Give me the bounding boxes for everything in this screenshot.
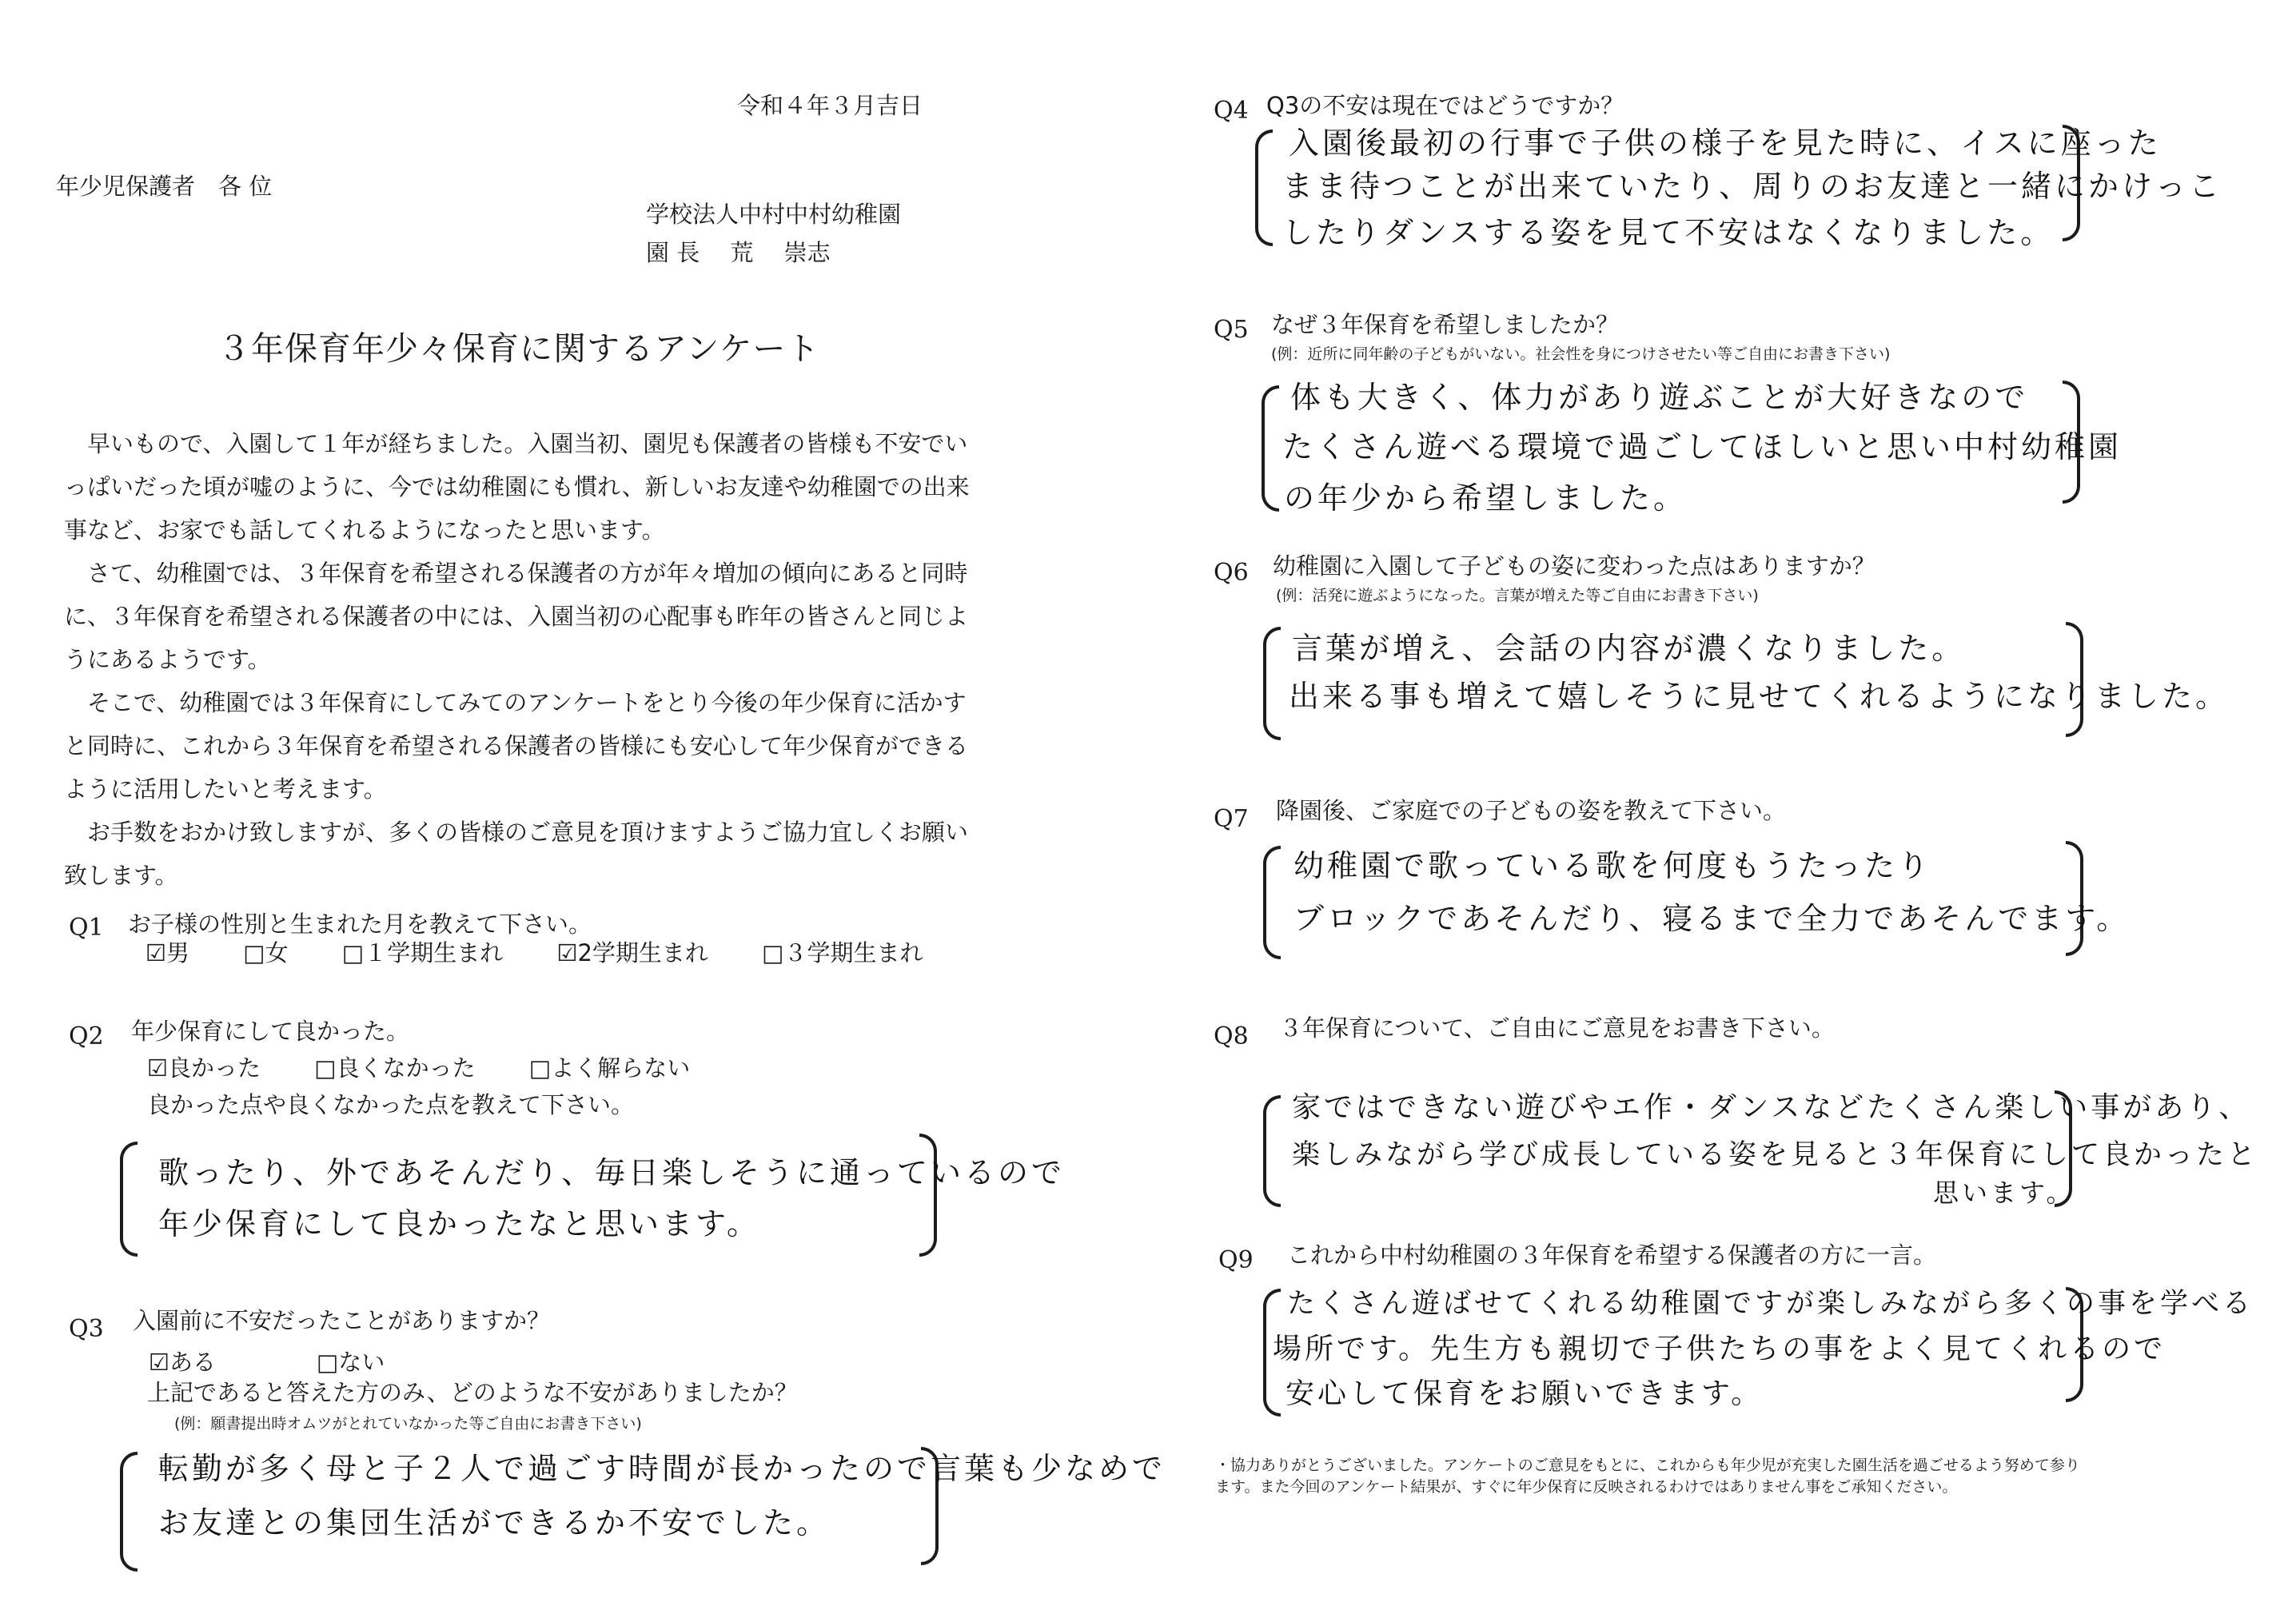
- recipient: 年少児保護者 各 位: [56, 173, 273, 200]
- q2-answer-line: 歌ったり、外であそんだり、毎日楽しそうに通っているので: [158, 1155, 1066, 1190]
- q7-answer-bracket-right: [2066, 841, 2083, 956]
- q3-followup: 上記であると答えた方のみ、どのような不安がありましたか？: [147, 1379, 798, 1406]
- q6-answer-line: 出来る事も増えて嬉しそうに見せてくれるようになりました。: [1289, 679, 2230, 714]
- q7-answer-line: ブロックであそんだり、寝るまで全力であそんでます。: [1293, 901, 2131, 936]
- q6-question: 幼稚園に入園して子どもの姿に変わった点はありますか？: [1273, 552, 1875, 580]
- q8-answer-bracket-left: [1263, 1095, 1281, 1207]
- q3-answer-line: お友達との集団生活ができるか不安でした。: [158, 1505, 831, 1540]
- q7-question: 降園後、ご家庭での子どもの姿を教えて下さい。: [1276, 797, 1787, 824]
- sender-organization: 学校法人中村中村幼稚園: [646, 201, 902, 228]
- q5-answer-line: の年少から希望しました。: [1284, 480, 1688, 516]
- q2-options: [147, 1054, 736, 1082]
- q3-number: Q3: [69, 1315, 104, 1343]
- q4-answer-bracket-left: [1255, 130, 1273, 246]
- q9-number: Q9: [1218, 1246, 1254, 1274]
- intro-paragraph: 早いもので、入園して１年が経ちました。入園当初、園児も保護者の皆様も不安でいっぱいだった頃が嘘のように、今では幼稚園にも慣れ、新しいお友達や幼稚園での出来事など、お家でも話してくれるようになったと思います。: [64, 430, 970, 544]
- q3-answer-line: 転勤が多く母と子２人で過ごす時間が長かったので言葉も少なめで: [158, 1451, 1166, 1486]
- q2-option-unsure[interactable]: □よく解らない: [528, 1054, 691, 1082]
- q8-number: Q8: [1214, 1022, 1249, 1050]
- date: 令和４年３月吉日: [737, 92, 923, 119]
- q9-answer-line: 安心して保育をお願いできます。: [1286, 1377, 1764, 1410]
- q8-answer-line: 楽しみながら学び成長している姿を見ると３年保育にして良かったと: [1292, 1139, 2259, 1171]
- q2-number: Q2: [69, 1022, 104, 1050]
- q6-number: Q6: [1214, 559, 1249, 587]
- q8-answer-line: 思います。: [1933, 1178, 2075, 1208]
- q2-answer-bracket-left: [120, 1142, 138, 1257]
- q4-number: Q4: [1214, 97, 1249, 125]
- q8-question: ３年保育について、ご自由にご意見をお書き下さい。: [1279, 1014, 1835, 1042]
- q3-option-yes[interactable]: ☑ある: [149, 1349, 216, 1376]
- q2-answer-line: 年少保育にして良かったなと思います。: [158, 1206, 760, 1241]
- q3-option-no[interactable]: □ない: [317, 1349, 385, 1376]
- q6-example: (例：活発に遊ぶようになった。言葉が増えた等ご自由にお書き下さい): [1276, 587, 1759, 604]
- q2-option-not-good[interactable]: □良くなかった: [314, 1054, 476, 1082]
- intro-paragraph: そこで、幼稚園では３年保育にしてみてのアンケートをとり今後の年少保育に活かすと同時に、これから３年保育を希望される保護者の皆様にも安心して年少保育ができるように活用したいと考えます。: [64, 689, 969, 803]
- q8-answer-line: 家ではできない遊びやエ作・ダンスなどたくさん楽しい事があり、: [1292, 1091, 2251, 1124]
- q2-option-good[interactable]: ☑良かった: [147, 1054, 261, 1082]
- q9-answer-line: たくさん遊ばせてくれる幼稚園ですが楽しみながら多くの事を学べる: [1287, 1288, 2254, 1320]
- q2-answer-bracket-right: [919, 1134, 937, 1257]
- q1-number: Q1: [69, 914, 104, 942]
- intro-paragraph: お手数をおかけ致しますが、多くの皆様のご意見を頂けますようご協力宜しくお願い致します。: [64, 819, 969, 889]
- q1-question: お子様の性別と生まれた月を教えて下さい。: [128, 911, 592, 938]
- q3-question: 入園前に不安だったことがありますか？: [133, 1307, 551, 1334]
- q7-answer-bracket-left: [1263, 846, 1281, 959]
- sender-name: 園 長 荒 崇志: [646, 239, 831, 266]
- q1-options: [145, 939, 970, 966]
- q4-answer-line: まま待つことが出来ていたり、周りのお友達と一緒にかけっこ: [1282, 169, 2223, 204]
- q6-answer-bracket-left: [1263, 627, 1281, 740]
- q2-question: 年少保育にして良かった。: [131, 1018, 410, 1045]
- q1-option-female[interactable]: □女: [243, 939, 289, 966]
- q5-number: Q5: [1214, 316, 1249, 344]
- q5-example: (例：近所に同年齢の子どもがいない。社会性を身につけさせたい等ご自由にお書き下さい): [1271, 345, 1891, 363]
- intro-paragraph: さて、幼稚園では、３年保育を希望される保護者の方が年々増加の傾向にあると同時に、３年保育を希望される保護者の中には、入園当初の心配事も昨年の皆さんと同じようにあるようです。: [64, 560, 969, 673]
- q6-answer-line: 言葉が増え、会話の内容が濃くなりました。: [1292, 631, 1966, 666]
- q2-followup: 良かった点や良くなかった点を教えて下さい。: [147, 1091, 635, 1118]
- q9-answer-line: 場所です。先生方も親切で子供たちの事をよく見てくれるので: [1273, 1333, 2166, 1365]
- q9-question: これから中村幼稚園の３年保育を希望する保護者の方に一言。: [1287, 1241, 1937, 1269]
- q4-answer-line: したりダンスする姿を見て不安はなくなりました。: [1282, 215, 2055, 250]
- q1-option-term1[interactable]: □１学期生まれ: [341, 939, 504, 966]
- q7-number: Q7: [1214, 805, 1249, 833]
- intro-text: [64, 422, 983, 897]
- q5-question: なぜ３年保育を希望しましたか？: [1271, 311, 1620, 338]
- q3-answer-bracket-left: [120, 1452, 138, 1572]
- document-title: ３年保育年少々保育に関するアンケート: [217, 329, 820, 368]
- q5-answer-line: 体も大きく、体力があり遊ぶことが大好きなので: [1290, 380, 2029, 415]
- q3-example: (例：願書提出時オムツがとれていなかった等ご自由にお書き下さい): [174, 1415, 642, 1433]
- q7-answer-line: 幼稚園で歌っている歌を何度もうたったり: [1293, 848, 1932, 883]
- q4-answer-line: 入園後最初の行事で子供の様子を見た時に、イスに座った: [1289, 126, 2162, 161]
- q1-option-term2[interactable]: ☑2学期生まれ: [556, 939, 708, 966]
- q4-question: Q3の不安は現在ではどうですか？: [1266, 92, 1624, 119]
- q5-answer-bracket-left: [1262, 385, 1279, 512]
- q1-option-term3[interactable]: □３学期生まれ: [762, 939, 923, 966]
- q5-answer-line: たくさん遊べる環境で過ごしてほしいと思い中村幼稚園: [1282, 429, 2123, 464]
- q1-option-male[interactable]: ☑男: [145, 939, 189, 966]
- footer-note: ・協力ありがとうございました。アンケートのご意見をもとに、これからも年少児が充実した園生活を過ごせるよう努めて参ります。また今回のアンケート結果が、すぐに年少保育に反映されるわけではありません事をご承知ください。: [1215, 1457, 2080, 1496]
